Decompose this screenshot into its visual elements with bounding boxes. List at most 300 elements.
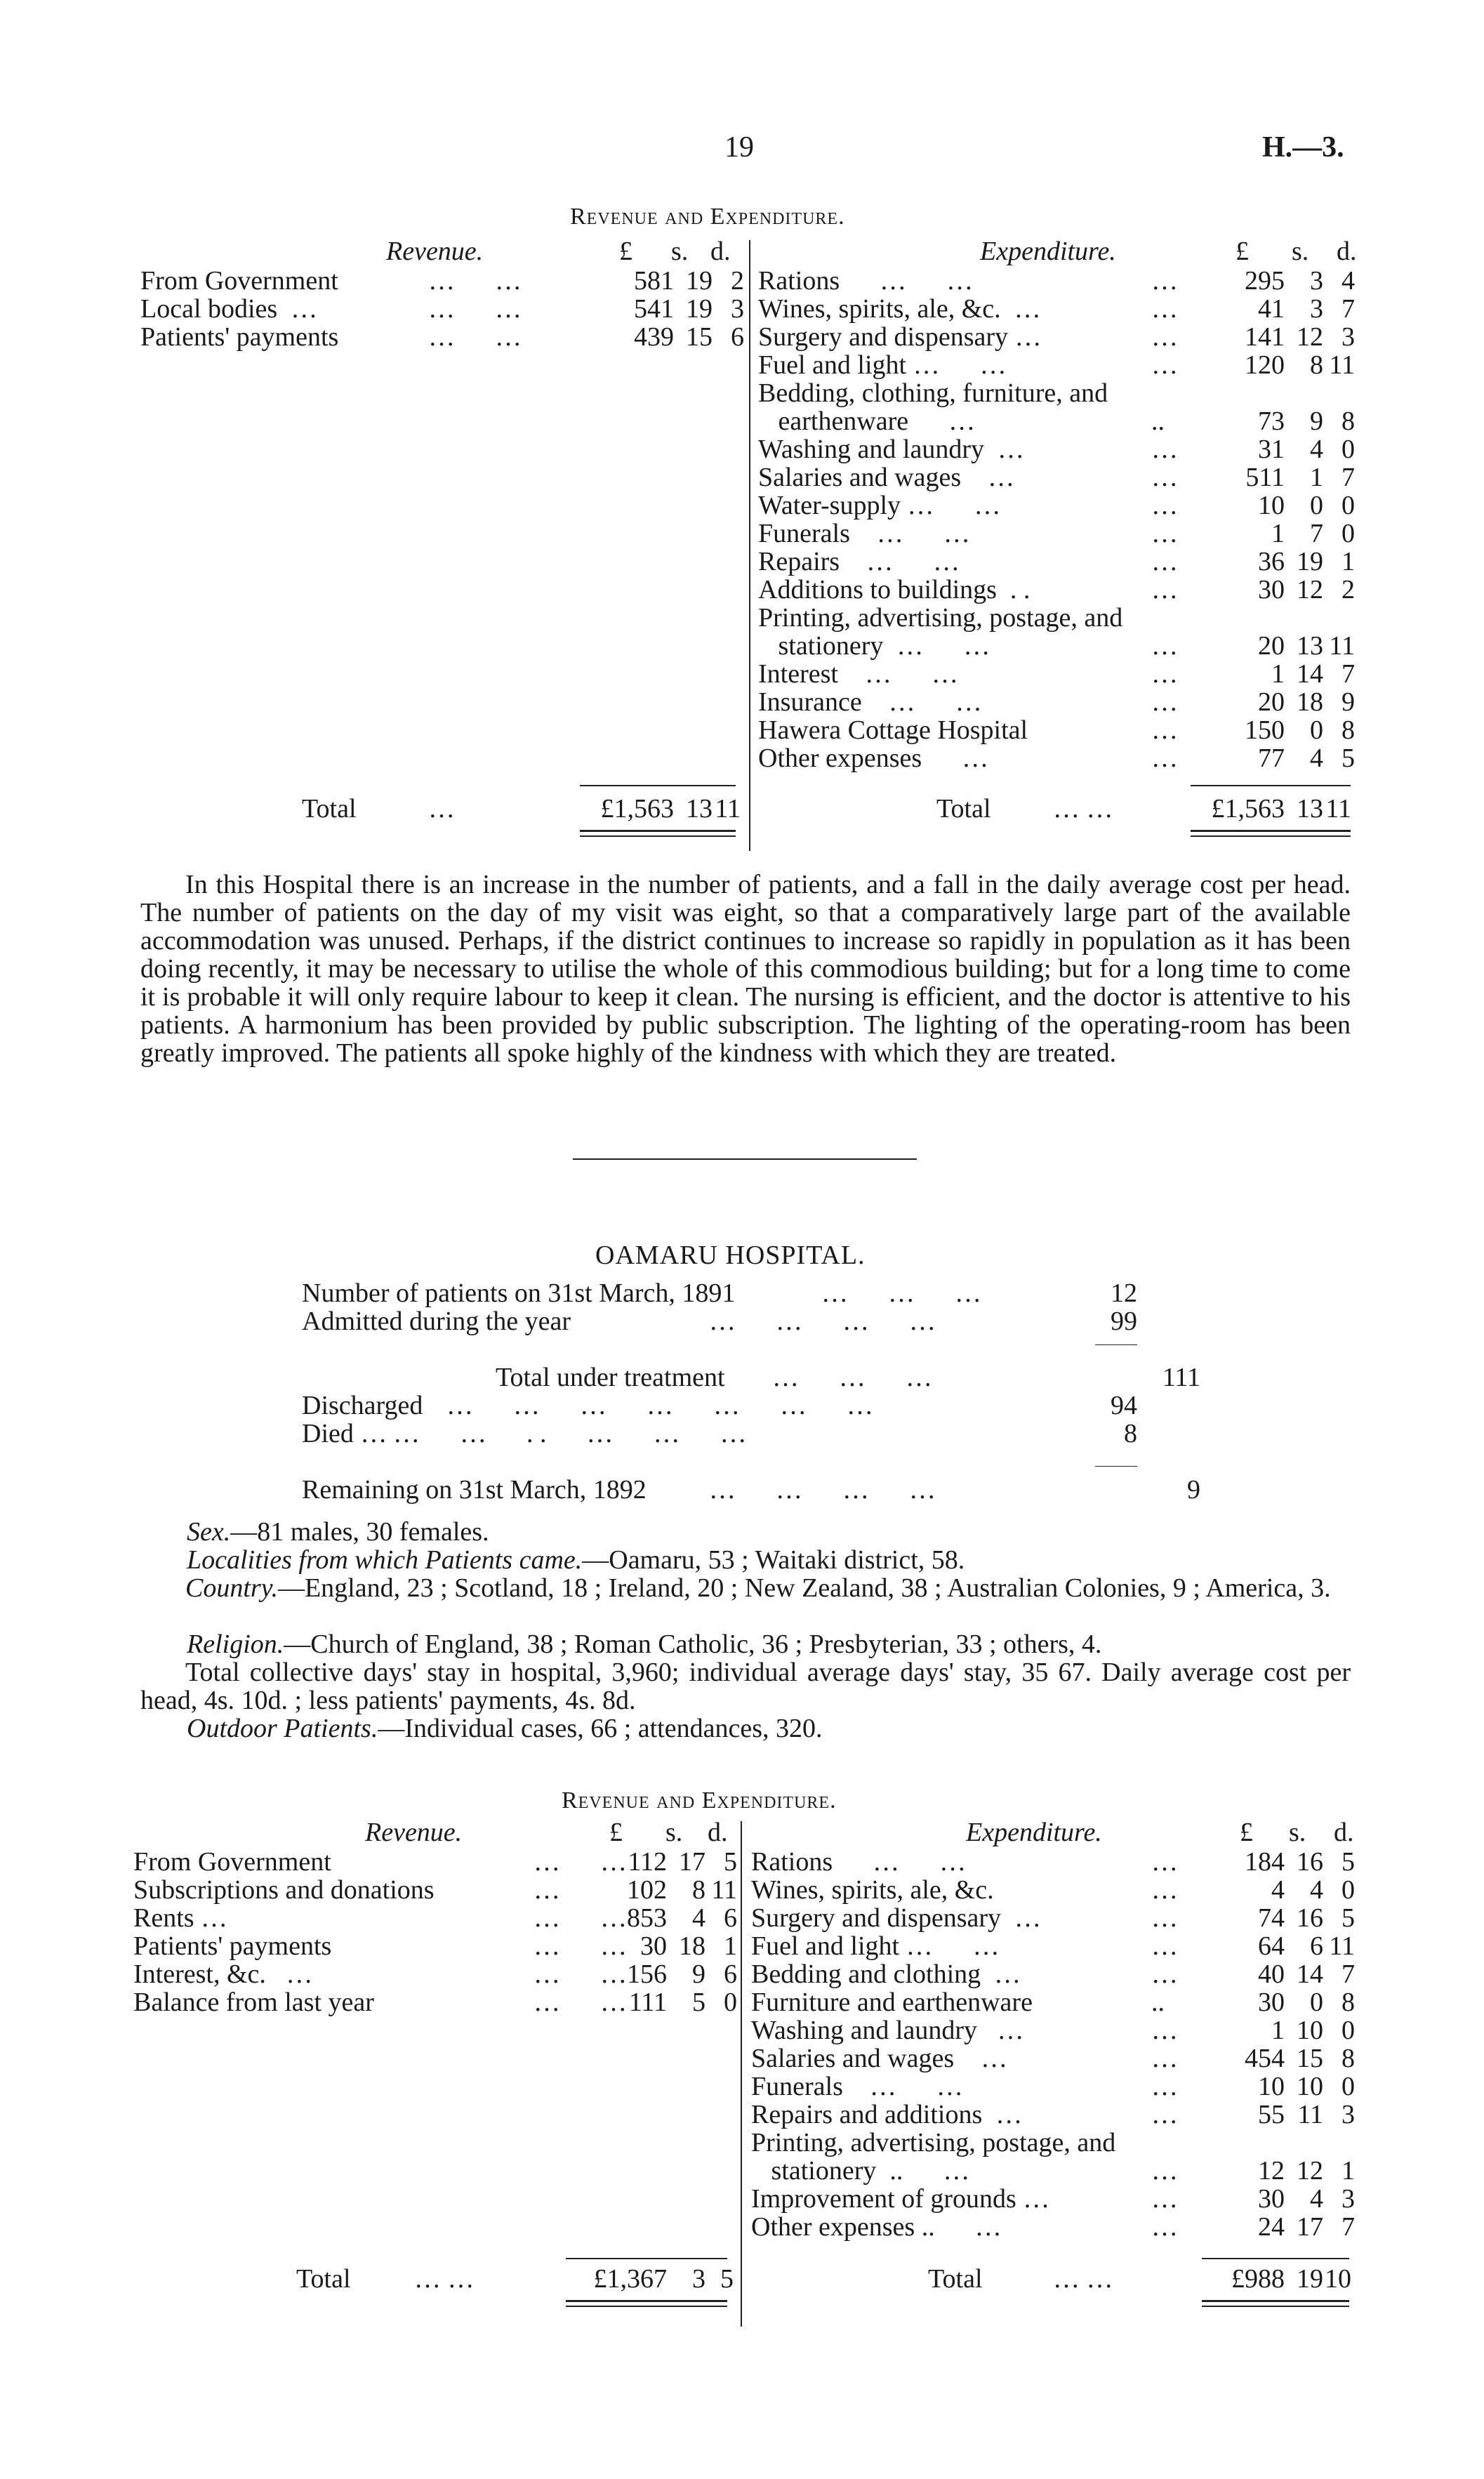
stat-label: Discharged — [302, 1391, 423, 1420]
row-pounds: 10 — [1258, 2072, 1285, 2101]
row-label: Wines, spirits, ale, &c. … — [758, 294, 1041, 324]
row-label: Subscriptions and donations — [133, 1875, 435, 1905]
table2-expenditure-total-label: Total — [928, 2264, 983, 2294]
row-label: Balance from last year — [133, 1988, 374, 2017]
row-pounds: 1 — [1271, 519, 1285, 548]
row-pence: 8 — [1341, 715, 1355, 745]
row-leader: … — [1151, 2184, 1178, 2214]
row-leader: .. — [1151, 406, 1165, 436]
table2-expenditure-total-dots: … … — [1053, 2264, 1113, 2294]
row-pounds: 12 — [1258, 2156, 1285, 2186]
row-shillings: 7 — [1310, 519, 1323, 548]
row-leader: … — [1151, 1959, 1178, 1989]
row-shillings: 12 — [1297, 322, 1323, 352]
row-pounds: 73 — [1258, 406, 1285, 436]
sex-text: —81 males, 30 females. — [230, 1517, 489, 1547]
row-leader: … … — [534, 1959, 627, 1989]
table1-revenue-heading: Revenue. — [386, 237, 484, 266]
row-pence: 3 — [1341, 322, 1355, 352]
table-row — [758, 435, 1355, 463]
row-leader: … — [1151, 2016, 1178, 2045]
row-label: Repairs and additions … — [751, 2100, 1023, 2129]
row-label: Water-supply … … — [758, 491, 1001, 520]
table1-divider — [749, 240, 750, 851]
row-pence: 0 — [1341, 519, 1355, 548]
row-leader: .. — [1151, 1988, 1165, 2017]
table-row — [758, 407, 1355, 435]
row-shillings: 3 — [1310, 294, 1323, 324]
row-leader: … — [1151, 1931, 1178, 1961]
table1-expenditure-heading: Expenditure. — [980, 237, 1116, 266]
stats-row — [0, 1391, 1228, 1420]
table-row — [758, 688, 1355, 716]
row-label: Rents … — [133, 1903, 228, 1933]
row-shillings: 13 — [1297, 631, 1323, 661]
row-label: stationery .. … — [751, 2156, 970, 2186]
row-pence: 1 — [724, 1931, 737, 1961]
row-shillings: 18 — [679, 1931, 705, 1961]
table-row — [758, 632, 1355, 660]
table1-revenue-double-rule — [580, 830, 736, 837]
row-pence: 3 — [1341, 2184, 1355, 2214]
row-label: earthenware … — [758, 406, 976, 436]
row-leader: … — [1151, 2156, 1178, 2186]
row-pounds: 40 — [1258, 1959, 1285, 1989]
row-label: Additions to buildings . . — [758, 575, 1031, 604]
row-label: Salaries and wages … — [758, 463, 1015, 492]
localities-label: Localities from which Patients came. — [187, 1545, 583, 1575]
table2-revenue-rule — [566, 2258, 727, 2259]
stat-label: Remaining on 31st March, 1892 — [302, 1475, 647, 1505]
stats-row — [0, 1420, 1228, 1448]
row-shillings: 19 — [1297, 547, 1323, 576]
row-pence: 5 — [724, 1847, 737, 1877]
table-row — [758, 660, 1355, 688]
table-row — [140, 295, 744, 323]
row-leader: … — [1151, 743, 1178, 773]
table-row — [758, 716, 1355, 744]
table1-revenue-total-dots: … — [428, 794, 455, 824]
table2-exp-col-pound: £ — [1240, 1818, 1253, 1847]
row-pounds: 184 — [1245, 1847, 1285, 1877]
stat-total: 9 — [1187, 1475, 1200, 1505]
oamaru-collective-stay: Total collective days' stay in hospital, 3,960; individual average days' stay, 35 67. Daily average cost per head, 4s. 10d. ; less patients' payments, 4s. 8d. — [140, 1658, 1351, 1715]
row-shillings: 4 — [1310, 2184, 1323, 2214]
stats-row — [0, 1279, 1228, 1307]
row-pounds: 74 — [1258, 1903, 1285, 1933]
row-pence: 11 — [1329, 350, 1355, 380]
row-leader: … — [1151, 2072, 1178, 2101]
table1-rev-col-d: d. — [710, 237, 731, 266]
row-label: Washing and laundry … — [751, 2016, 1024, 2045]
row-pounds: 30 — [1258, 1988, 1285, 2017]
row-pence: 0 — [1341, 1875, 1355, 1905]
table2-expenditure-total — [751, 2265, 1355, 2293]
row-pounds: 36 — [1258, 547, 1285, 576]
row-label: Bedding and clothing … — [751, 1959, 1021, 1989]
row-label: Funerals … … — [758, 519, 970, 548]
stat-label: Died … — [302, 1419, 387, 1448]
row-label: Improvement of grounds … — [751, 2184, 1050, 2214]
row-pence: 7 — [1341, 1959, 1355, 1989]
table-row — [751, 2185, 1355, 2213]
stat-leader: … … … … … … … — [446, 1391, 873, 1420]
row-leader: … — [1151, 659, 1178, 689]
table1-expenditure-double-rule — [1191, 830, 1351, 837]
row-leader: … — [1151, 547, 1178, 576]
row-pence: 0 — [1341, 2072, 1355, 2101]
table1-expenditure-total-dots: … … — [1053, 794, 1113, 824]
table1-expenditure-total-pounds: £1,563 — [1211, 794, 1285, 824]
table1-exp-col-d: d. — [1337, 237, 1357, 266]
table-row — [751, 2044, 1355, 2073]
row-pounds: 55 — [1258, 2100, 1285, 2129]
row-pence: 6 — [724, 1959, 737, 1989]
row-leader: … … — [428, 294, 522, 324]
row-leader: … — [1151, 1847, 1178, 1877]
table-row — [751, 2101, 1355, 2129]
table1-expenditure-rule — [1191, 785, 1351, 786]
row-pence: 7 — [1341, 294, 1355, 324]
table-row — [751, 2213, 1355, 2241]
table-row — [751, 1988, 1355, 2016]
row-pounds: 10 — [1258, 491, 1285, 520]
row-pence: 11 — [711, 1875, 737, 1905]
stat-leader: … … . . … … … — [393, 1419, 747, 1448]
stat-value: 99 — [1111, 1307, 1137, 1336]
table1-expenditure-total-label: Total — [936, 794, 991, 824]
row-pounds: 853 — [627, 1903, 667, 1933]
table2-title: Revenue and Expenditure. — [562, 1787, 837, 1813]
row-pence: 11 — [1329, 631, 1355, 661]
row-shillings: 1 — [1310, 463, 1323, 492]
country-text: —England, 23 ; Scotland, 18 ; Ireland, 20 ; New Zealand, 38 ; Australian Colonies, 9 ; America, 3. — [277, 1573, 1331, 1603]
row-pounds: 20 — [1258, 631, 1285, 661]
table-row — [758, 351, 1355, 379]
row-pence: 2 — [731, 266, 744, 296]
row-shillings: 14 — [1297, 1959, 1323, 1989]
stat-value: 8 — [1124, 1419, 1137, 1448]
table2-revenue-total-pence: 5 — [720, 2264, 734, 2294]
row-leader: … — [1151, 435, 1178, 464]
row-shillings: 8 — [1310, 350, 1323, 380]
row-pence: 11 — [1329, 1931, 1355, 1961]
table-row — [751, 1904, 1355, 1932]
row-leader: … — [534, 1875, 560, 1905]
row-label: Fuel and light … … — [751, 1931, 1000, 1961]
row-label: Printing, advertising, postage, and — [751, 2128, 1116, 2157]
row-label: Funerals … … — [751, 2072, 963, 2101]
row-label: From Government — [140, 266, 338, 296]
table-row — [133, 1848, 737, 1876]
row-shillings: 0 — [1310, 491, 1323, 520]
table-row — [758, 323, 1355, 351]
row-pence: 7 — [1341, 463, 1355, 492]
row-leader: … … — [534, 1988, 627, 2017]
row-pence: 8 — [1341, 2044, 1355, 2073]
row-pounds: 4 — [1271, 1875, 1285, 1905]
row-leader: … … — [534, 1931, 627, 1961]
row-leader: … — [1151, 463, 1178, 492]
row-pounds: 24 — [1258, 2212, 1285, 2242]
row-pounds: 64 — [1258, 1931, 1285, 1961]
table2-exp-col-s: s. — [1289, 1818, 1306, 1847]
stats-rule-1 — [1095, 1344, 1137, 1345]
row-pence: 0 — [724, 1988, 737, 2017]
table-row — [751, 2157, 1355, 2185]
row-shillings: 19 — [686, 294, 713, 324]
table2-expenditure-rule — [1202, 2258, 1349, 2259]
row-shillings: 9 — [692, 1959, 705, 1989]
row-leader: … — [1151, 519, 1178, 548]
row-pounds: 541 — [634, 294, 674, 324]
table-row — [751, 2073, 1355, 2101]
table2-revenue-heading: Revenue. — [365, 1818, 463, 1847]
row-pence: 0 — [1341, 435, 1355, 464]
row-label: Surgery and dispensary … — [751, 1903, 1042, 1933]
table-row — [140, 323, 744, 351]
table-row — [751, 1876, 1355, 1904]
table-row — [133, 1960, 737, 1988]
table2-expenditure-heading: Expenditure. — [966, 1818, 1102, 1847]
table2-revenue-total-label: Total — [296, 2264, 351, 2294]
row-shillings: 4 — [692, 1903, 705, 1933]
row-shillings: 15 — [1297, 2044, 1323, 2073]
row-pence: 0 — [1341, 2016, 1355, 2045]
row-leader: … — [1151, 350, 1178, 380]
row-shillings: 4 — [1310, 435, 1323, 464]
row-leader: … — [1151, 715, 1178, 745]
row-label: Other expenses … — [758, 743, 989, 773]
row-leader: … … — [428, 266, 522, 296]
row-leader: … — [1151, 266, 1178, 296]
row-shillings: 16 — [1297, 1903, 1323, 1933]
stat-value: 94 — [1111, 1391, 1137, 1420]
row-shillings: 19 — [686, 266, 713, 296]
table-row — [758, 491, 1355, 520]
row-shillings: 4 — [1310, 1875, 1323, 1905]
table2-revenue-double-rule — [566, 2300, 727, 2307]
stat-label: Total under treatment — [496, 1363, 725, 1392]
row-pence: 1 — [1341, 2156, 1355, 2186]
row-label: Salaries and wages … — [751, 2044, 1008, 2073]
table2-rev-col-s: s. — [665, 1818, 683, 1847]
row-leader: … … — [428, 322, 522, 352]
row-leader: … — [1151, 2100, 1178, 2129]
row-leader: … — [1151, 1903, 1178, 1933]
row-leader: … … — [534, 1903, 627, 1933]
row-label: Bedding, clothing, furniture, and — [758, 378, 1108, 408]
row-label: Furniture and earthenware — [751, 1988, 1033, 2017]
row-pounds: 454 — [1245, 2044, 1285, 2073]
stats-row — [0, 1476, 1228, 1504]
row-shillings: 10 — [1297, 2016, 1323, 2045]
row-label: Wines, spirits, ale, &c. — [751, 1875, 994, 1905]
table2-divider — [741, 1821, 742, 2327]
row-leader: … … — [534, 1847, 627, 1877]
row-leader: … — [1151, 2212, 1178, 2242]
table-row — [133, 1876, 737, 1904]
row-leader: … — [1151, 631, 1178, 661]
row-pounds: 30 — [640, 1931, 667, 1961]
row-pence: 6 — [724, 1903, 737, 1933]
table2-exp-col-d: d. — [1334, 1818, 1354, 1847]
table-row — [133, 1932, 737, 1960]
table2-expenditure-double-rule — [1202, 2300, 1349, 2307]
row-pounds: 20 — [1258, 687, 1285, 717]
row-shillings: 11 — [1297, 2100, 1323, 2129]
table1-revenue-total-shillings: 13 — [686, 794, 713, 824]
table1-revenue-total — [140, 794, 741, 824]
oamaru-country — [140, 1574, 1351, 1602]
table-row — [140, 267, 744, 295]
row-pence: 1 — [1341, 547, 1355, 576]
table-row — [758, 463, 1355, 491]
row-pence: 9 — [1341, 687, 1355, 717]
table1-rev-col-pound: £ — [619, 237, 632, 266]
row-label: Printing, advertising, postage, and — [758, 603, 1123, 633]
row-label: Rations … … — [758, 266, 974, 296]
row-leader: … — [1151, 294, 1178, 324]
row-pence: 5 — [1341, 743, 1355, 773]
stats-row — [0, 1307, 1228, 1335]
table-row — [758, 295, 1355, 323]
row-shillings: 4 — [1310, 743, 1323, 773]
row-pence: 4 — [1341, 266, 1355, 296]
row-label: Local bodies … — [140, 294, 318, 324]
row-pounds: 120 — [1245, 350, 1285, 380]
row-pence: 3 — [731, 294, 744, 324]
table2-rev-col-d: d. — [708, 1818, 728, 1847]
row-shillings: 9 — [1310, 406, 1323, 436]
row-label: stationery … … — [758, 631, 991, 661]
row-label: Rations … … — [751, 1847, 967, 1877]
row-pounds: 112 — [628, 1847, 667, 1877]
row-pence: 7 — [1341, 2212, 1355, 2242]
row-shillings: 12 — [1297, 575, 1323, 604]
oamaru-title: OAMARU HOSPITAL. — [595, 1241, 866, 1270]
row-pence: 5 — [1341, 1903, 1355, 1933]
row-shillings: 12 — [1297, 2156, 1323, 2186]
stat-leader: … … … … — [709, 1307, 936, 1336]
stat-label: Number of patients on 31st March, 1891 — [302, 1278, 736, 1308]
row-label: Insurance … … — [758, 687, 982, 717]
table-row — [758, 604, 1355, 632]
row-pounds: 102 — [627, 1875, 667, 1905]
stats-row — [0, 1363, 1228, 1391]
row-pence: 7 — [1341, 659, 1355, 689]
row-pence: 8 — [1341, 406, 1355, 436]
hospital-commentary: In this Hospital there is an increase in the number of patients, and a fall in the daily average cost per head. The number of patients on the day of my visit was eight, so that a comparatively large part of the available accommodation was unused. Perhaps, if the district continues to increase so rapidly in population as it has been doing recently, it may be necessary to utilise the whole of this commodious building; but for a long time to come it is probable it will only require labour to keep it clean. The nursing is efficient, and the doctor is attentive to his patients. A harmonium has been provided by public subscription. The lighting of the operating-room has been greatly improved. The patients all spoke highly of the kindness with which they are treated. — [140, 870, 1351, 1068]
religion-text: —Church of England, 38 ; Roman Catholic, 36 ; Presbyterian, 33 ; others, 4. — [284, 1629, 1102, 1659]
table2-revenue-total-pounds: £1,367 — [593, 2264, 667, 2294]
table-row — [751, 1848, 1355, 1876]
stat-leader: … … … — [821, 1278, 981, 1308]
row-label: Hawera Cottage Hospital — [758, 715, 1028, 745]
stats-rule-2 — [1095, 1466, 1137, 1467]
stat-leader: … … … — [772, 1363, 932, 1392]
outdoor-label: Outdoor Patients. — [187, 1714, 378, 1743]
oamaru-localities — [187, 1546, 965, 1574]
table-row — [758, 576, 1355, 604]
table-row — [758, 548, 1355, 576]
row-shillings: 17 — [679, 1847, 705, 1877]
row-pounds: 30 — [1258, 575, 1285, 604]
row-pounds: 295 — [1245, 266, 1285, 296]
row-leader: … — [1151, 575, 1178, 604]
table-row — [751, 1960, 1355, 1988]
row-label: Surgery and dispensary … — [758, 322, 1042, 352]
row-leader: … — [1151, 491, 1178, 520]
table1-expenditure-total — [758, 795, 1355, 823]
row-pence: 3 — [1341, 2100, 1355, 2129]
table-row — [758, 520, 1355, 548]
row-shillings: 15 — [686, 322, 713, 352]
table1-revenue-rule — [580, 785, 736, 786]
table2-revenue-total-dots: … … — [414, 2264, 475, 2294]
table-row — [751, 1932, 1355, 1960]
row-leader: … — [1151, 322, 1178, 352]
table-row — [751, 2129, 1355, 2157]
row-pence: 5 — [1341, 1847, 1355, 1877]
row-shillings: 8 — [692, 1875, 705, 1905]
table1-expenditure-total-pence: 11 — [1325, 794, 1351, 824]
row-shillings: 17 — [1297, 2212, 1323, 2242]
row-label: Other expenses .. … — [751, 2212, 1002, 2242]
table1-expenditure-total-shillings: 13 — [1297, 794, 1323, 824]
oamaru-sex — [187, 1518, 489, 1546]
row-pounds: 111 — [628, 1988, 667, 2017]
row-label: From Government — [133, 1847, 331, 1877]
row-pounds: 30 — [1258, 2184, 1285, 2214]
row-label: Washing and laundry … — [758, 435, 1024, 464]
localities-text: —Oamaru, 53 ; Waitaki district, 58. — [582, 1545, 965, 1575]
row-pence: 6 — [731, 322, 744, 352]
table2-revenue-total-shillings: 3 — [692, 2264, 705, 2294]
stat-total: 111 — [1162, 1363, 1200, 1392]
religion-label: Religion. — [187, 1629, 284, 1659]
row-shillings: 0 — [1310, 1988, 1323, 2017]
row-pounds: 1 — [1271, 659, 1285, 689]
row-shillings: 18 — [1297, 687, 1323, 717]
table-row — [758, 744, 1355, 772]
country-label: Country. — [185, 1573, 278, 1603]
table1-title: Revenue and Expenditure. — [570, 204, 845, 230]
row-pounds: 156 — [627, 1959, 667, 1989]
row-leader: … — [1151, 1875, 1178, 1905]
table-row — [758, 379, 1355, 407]
table1-rev-col-s: s. — [671, 237, 689, 266]
row-pence: 8 — [1341, 1988, 1355, 2017]
table1-exp-col-s: s. — [1292, 237, 1309, 266]
stat-leader: … … … … — [709, 1475, 936, 1505]
table2-expenditure-total-pounds: £988 — [1231, 2264, 1285, 2294]
table1-revenue-total-pence: 11 — [715, 794, 741, 824]
table2-expenditure-total-pence: 10 — [1325, 2264, 1351, 2294]
document-reference: H.—3. — [1262, 131, 1344, 164]
row-shillings: 0 — [1310, 715, 1323, 745]
row-label: Repairs … … — [758, 547, 960, 576]
row-shillings: 6 — [1310, 1931, 1323, 1961]
table-row — [758, 267, 1355, 295]
table1-revenue-total-label: Total — [302, 794, 357, 824]
row-pounds: 141 — [1245, 322, 1285, 352]
table1-exp-col-pound: £ — [1235, 237, 1249, 266]
table-row — [751, 2016, 1355, 2044]
table-row — [133, 1904, 737, 1932]
row-pounds: 511 — [1245, 463, 1285, 492]
oamaru-outdoor — [187, 1714, 823, 1743]
